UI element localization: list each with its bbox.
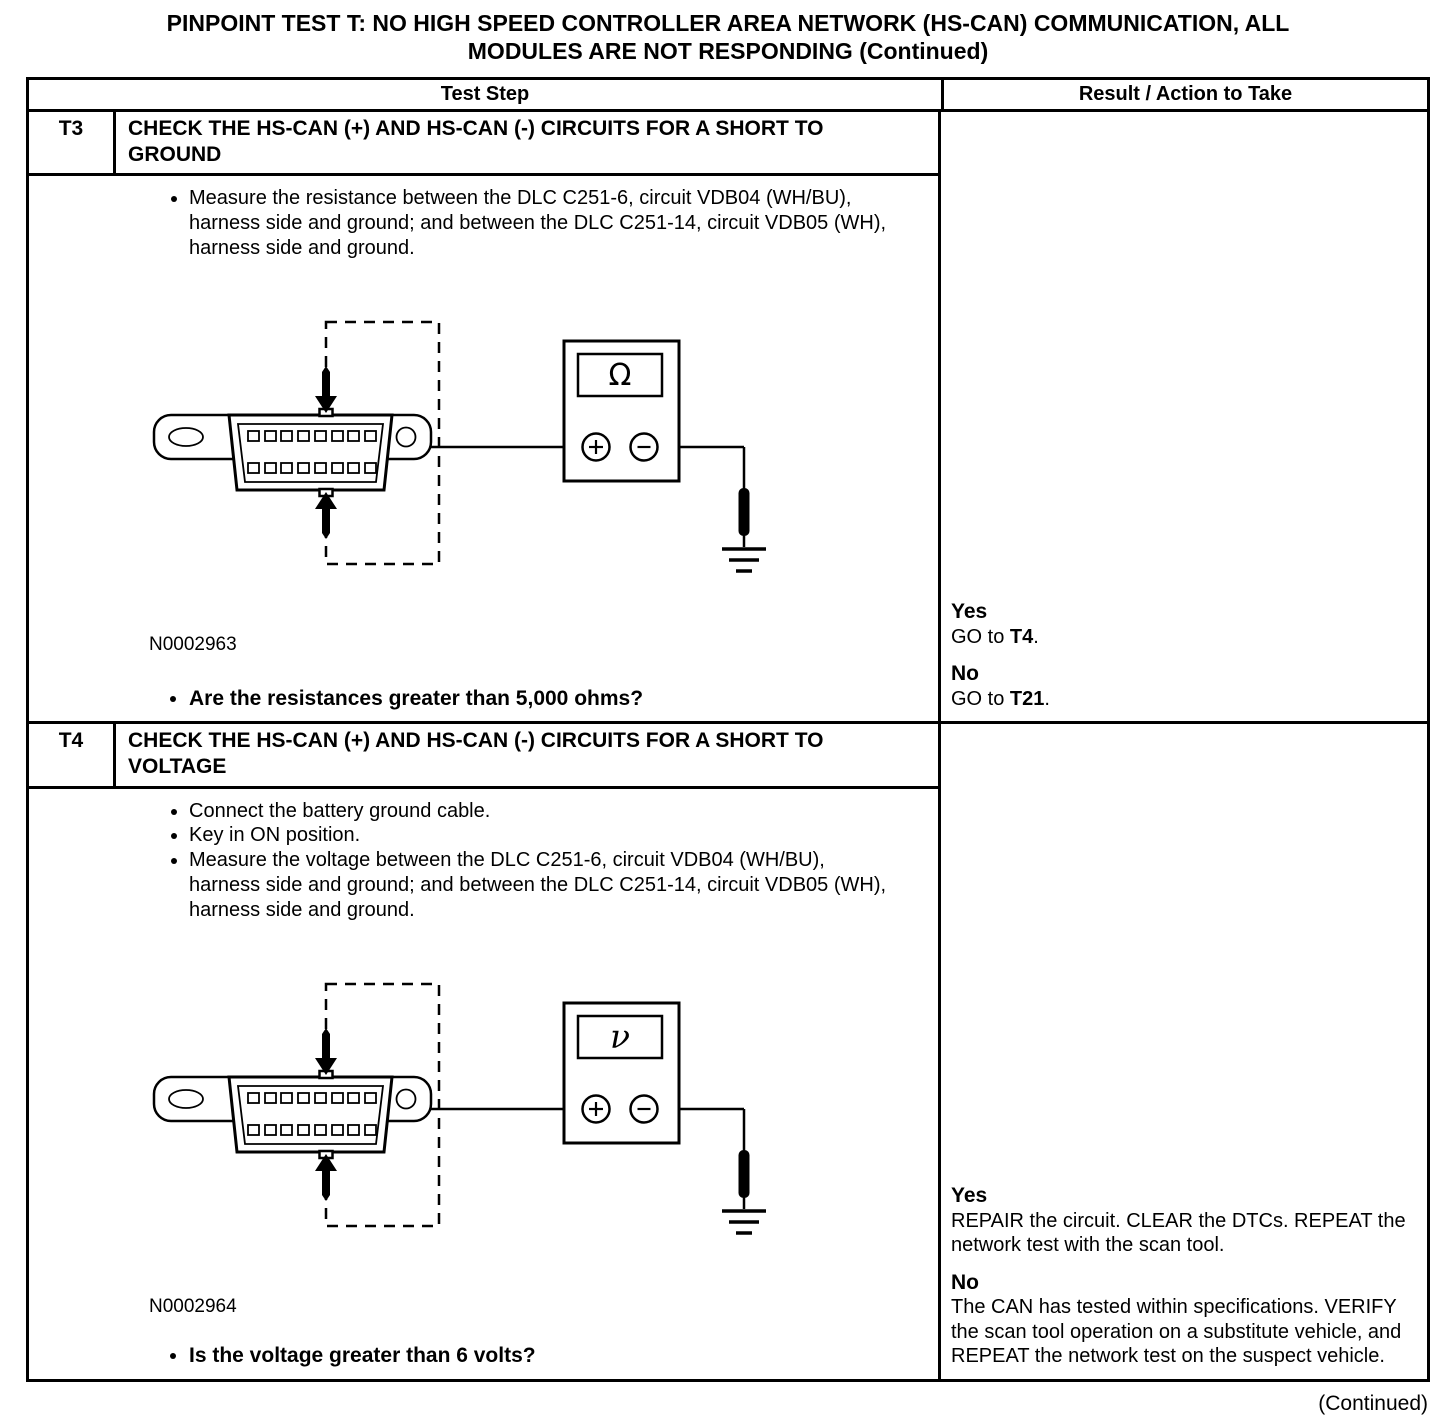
result-yes-action — [951, 1209, 1413, 1258]
dlc-connector — [154, 1071, 431, 1158]
multimeter — [564, 1003, 679, 1143]
figure-label: N0002963 — [149, 633, 237, 655]
step-reference: T21 — [1009, 688, 1045, 711]
step-t3-question — [29, 686, 898, 711]
step-t3-id: T3 — [29, 112, 116, 173]
column-header-test-step: Test Step — [440, 83, 530, 106]
result-yes-label: Yes — [951, 1184, 988, 1208]
figure-label: N0002964 — [149, 1295, 237, 1317]
ohm-symbol: Ω — [608, 357, 632, 393]
volt-symbol: ν — [609, 1016, 631, 1056]
page-title-line-2: MODULES ARE NOT RESPONDING (Continued) — [467, 37, 989, 64]
step-t3-test-step-cell — [29, 112, 941, 721]
result-no-block — [951, 661, 1413, 711]
result-yes-block — [951, 599, 1413, 649]
result-no-label: No — [951, 1270, 979, 1294]
step-t3-result-cell — [941, 112, 1427, 721]
table-header-row — [29, 80, 1427, 112]
step-t4-test-step-cell — [29, 724, 941, 1378]
probe-arrow-top — [315, 366, 337, 413]
ground-lead — [739, 488, 750, 536]
question-text: • Are the resistances greater than 5,000 ohms? — [189, 686, 898, 711]
multimeter — [564, 341, 679, 481]
dlc-voltmeter-diagram — [134, 978, 774, 1268]
step-t3-header — [29, 112, 938, 176]
step-t4-result-cell — [941, 724, 1427, 1378]
step-t4-instruction-list — [29, 799, 889, 923]
dlc-ohmmeter-diagram — [134, 316, 774, 606]
question-text: • Is the voltage greater than 6 volts? — [189, 1343, 898, 1368]
action-text: GO to — [951, 626, 1010, 649]
instruction-item: • Measure the voltage between the DLC C251-6, circuit VDB04 (WH/BU), harness side and ground; and between the DLC C251-14, circuit VDB05 (WH), harness side and ground. — [189, 848, 889, 922]
action-text: GO to — [951, 688, 1010, 711]
probe-arrow-bottom — [315, 1154, 337, 1201]
step-t4-id: T4 — [29, 724, 116, 785]
step-t3-instruction-list — [29, 186, 889, 260]
result-yes-label: Yes — [951, 600, 988, 624]
step-t4-instructions — [29, 789, 938, 1379]
probe-arrow-top — [315, 1028, 337, 1075]
page-title — [26, 10, 1430, 65]
pinpoint-test-table — [26, 77, 1430, 1381]
step-t4-question — [29, 1343, 898, 1368]
step-t4-header — [29, 724, 938, 788]
instruction-item: • Connect the battery ground cable. — [189, 799, 889, 824]
result-no-label: No — [951, 662, 979, 686]
action-text: The CAN has tested within specifications. VERIFY the scan tool operation on a substitute vehicle, and REPEAT the network test on the suspect vehicle. — [951, 1296, 1402, 1368]
action-text: . — [1044, 688, 1050, 711]
ground-symbol — [722, 549, 766, 571]
ground-symbol — [722, 1211, 766, 1233]
instruction-item: • Measure the resistance between the DLC C251-6, circuit VDB04 (WH/BU), harness side and ground; and between the DLC C251-14, circuit VDB05 (WH), harness side and ground. — [189, 186, 889, 260]
result-no-action — [951, 1295, 1413, 1368]
instruction-item: • Key in ON position. — [189, 823, 889, 848]
result-yes-action — [951, 625, 1413, 649]
result-yes-block — [951, 1183, 1413, 1257]
action-text: . — [1033, 626, 1039, 649]
probe-arrow-bottom — [315, 492, 337, 539]
step-t3-instructions — [29, 176, 938, 721]
step-reference: T4 — [1009, 626, 1034, 649]
footer-continued: (Continued) — [1318, 1391, 1428, 1415]
step-row-t4 — [29, 721, 1427, 1378]
column-header-result-action: Result / Action to Take — [941, 80, 1427, 109]
page-title-line-1: PINPOINT TEST T: NO HIGH SPEED CONTROLLER AREA NETWORK (HS-CAN) COMMUNICATION, ALL — [166, 10, 1290, 36]
result-no-block — [951, 1270, 1413, 1369]
result-no-action — [951, 687, 1413, 711]
step-row-t3 — [29, 112, 1427, 721]
dlc-connector — [154, 409, 431, 496]
action-text: REPAIR the circuit. CLEAR the DTCs. REPEAT the network test with the scan tool. — [951, 1210, 1406, 1257]
step-t3-title: CHECK THE HS-CAN (+) AND HS-CAN (-) CIRCUITS FOR A SHORT TO GROUND — [128, 117, 824, 166]
ground-lead — [739, 1150, 750, 1198]
step-t4-title: CHECK THE HS-CAN (+) AND HS-CAN (-) CIRCUITS FOR A SHORT TO VOLTAGE — [128, 729, 824, 779]
